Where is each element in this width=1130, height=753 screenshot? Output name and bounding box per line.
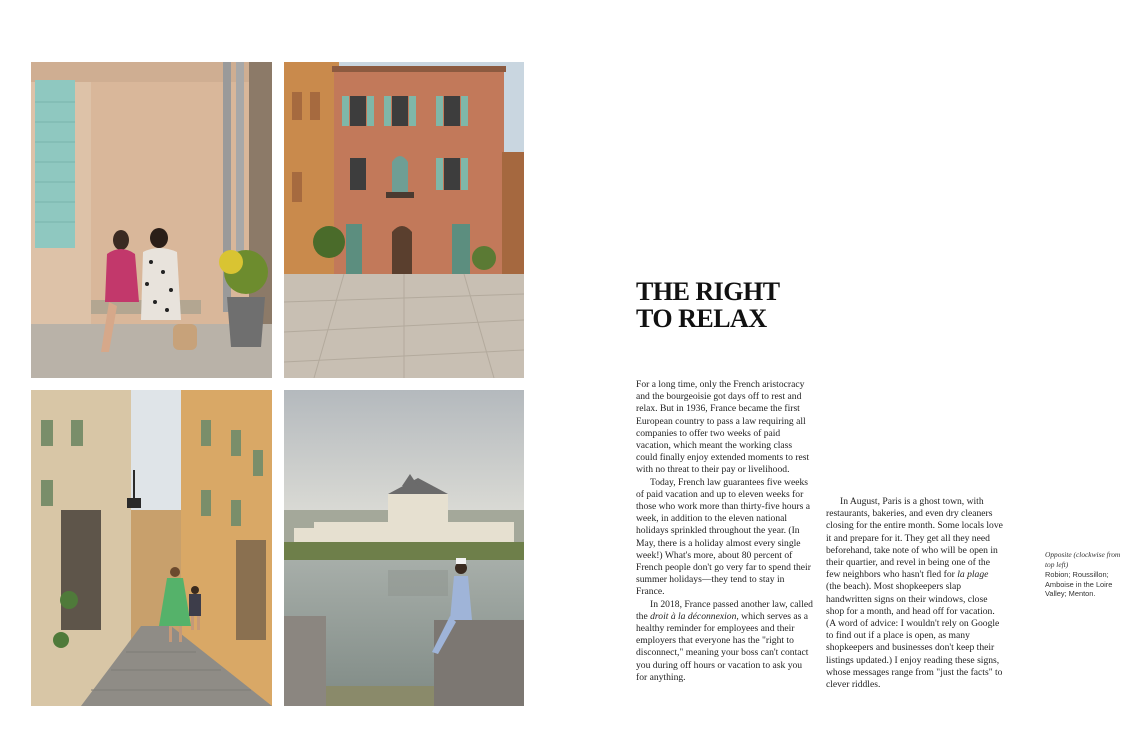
paragraph: For a long time, only the French aristocracy and the bourgeoisie got days off to rest and relax. But in 1936, France became the first European country to pass a law requiring all companies to offer two weeks of paid vacation, which meant the working class could finally enjoy extended moments to rest with no threat to their pay or livelihood. <box>636 379 810 476</box>
paragraph <box>636 599 814 684</box>
caption-heading: Opposite (clockwise from top left) <box>1045 550 1121 569</box>
paragraph-text: In August, Paris is a ghost town, with restaurants, bakeries, and even dry cleaners closing for the entire month. Some locals love it and prepare for it. They get all they need beforehand, take note of who will be open in their quartier, and revel in being one of the few neighbors who hasn't fled for <box>826 496 1003 581</box>
title-line-2: TO RELAX <box>636 304 767 333</box>
photo-caption <box>1045 550 1123 599</box>
photo-menton <box>31 390 272 706</box>
article-title <box>636 278 780 332</box>
italic-term: droit à la déconnexion <box>650 610 737 622</box>
body-column-2 <box>826 496 1004 691</box>
italic-term: la plage <box>957 569 989 581</box>
paragraph <box>826 496 1004 691</box>
paragraph: Today, French law guarantees five weeks of paid vacation and up to eleven weeks for those who work more than thirty-five hours a week, in addition to the eleven national holidays sprinkled throughout the year. (In May, there is a holiday almost every single week!) What's more, about 80 percent of French people don't go very far to spend their summer holidays—they tend to stay in France. <box>636 476 811 598</box>
photo-robion <box>31 62 272 378</box>
paragraph-text: (the beach). Most shopkeepers slap handwritten signs on their windows, close shop for a month, and head off for vacation. (A word of advice: I wouldn't rely on Google to find out if a place is open, as many shopkeepers and businesses don't keep their listings updated.) I enjoy reading these signs, whose messages range from "just the facts" to clever riddles. <box>826 581 1003 691</box>
title-line-1: THE RIGHT <box>636 277 780 306</box>
photo-roussillon <box>284 62 524 378</box>
caption-places: Robion; Roussillon; Amboise in the Loire Valley; Menton. <box>1045 570 1113 599</box>
photo-amboise <box>284 390 524 706</box>
body-column-1 <box>636 379 814 684</box>
paragraph-text: In 2018, France passed another law, called the <box>636 598 813 622</box>
paragraph-text: , which serves as a healthy reminder for employees and their employers that everyone has the "right to disconnect," meaning your boss can't contact you during off hours or vacation to ask you for anything. <box>636 610 809 683</box>
